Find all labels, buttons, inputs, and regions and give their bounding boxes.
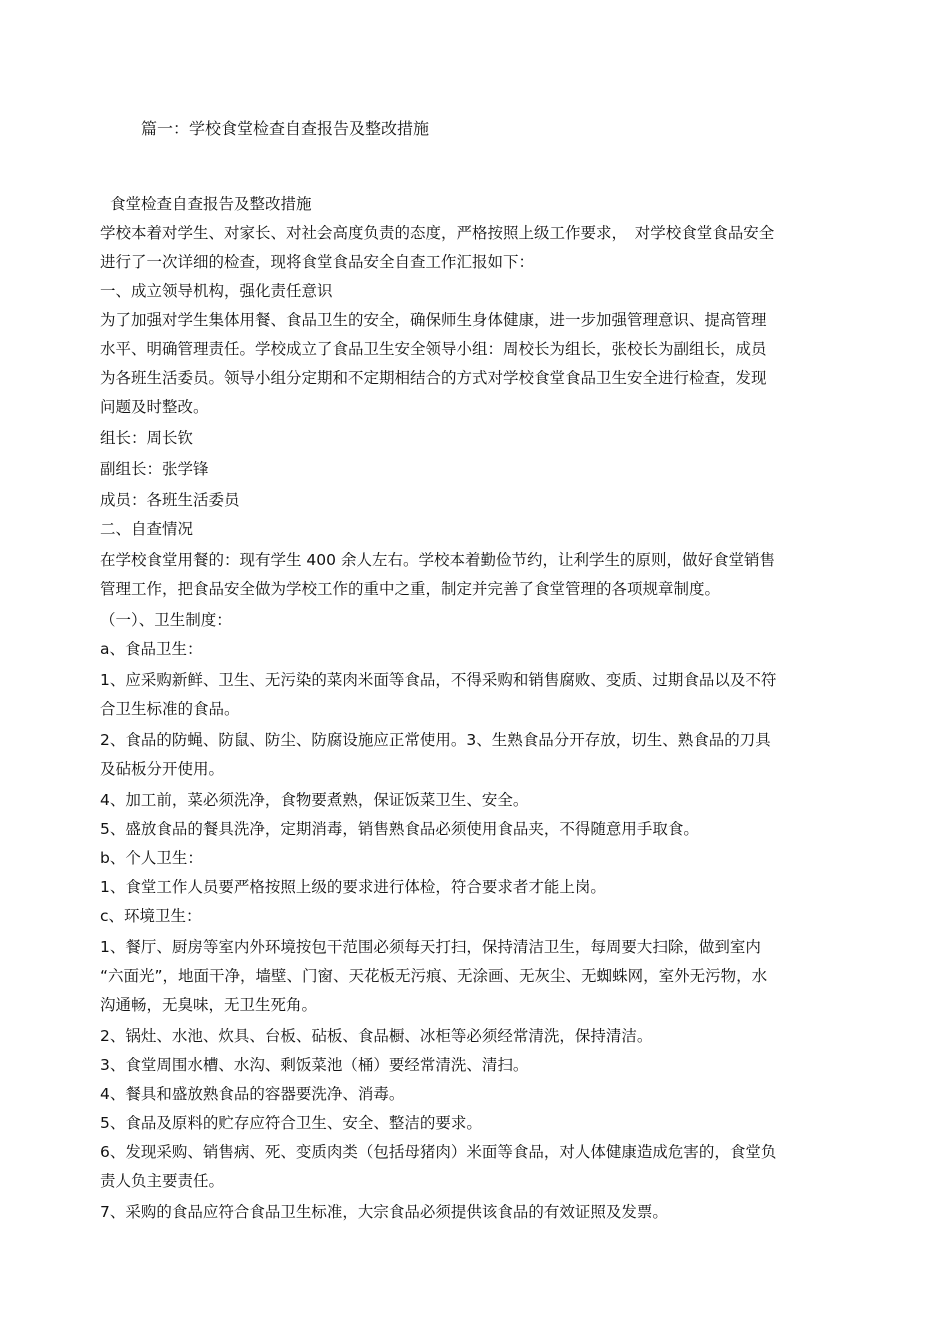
list-item: 2、食品的防蝇、防鼠、防尘、防腐设施应正常使用。3、生熟食品分开存放，切生、熟食品的刀具 bbox=[100, 731, 771, 749]
list-item: 7、采购的食品应符合食品卫生标准，大宗食品必须提供该食品的有效证照及发票。 bbox=[100, 1203, 668, 1221]
list-item: 1、餐厅、厨房等室内外环境按包干范围必须每天打扫，保持清洁卫生，每周要大扫除，做到室内 bbox=[100, 938, 761, 956]
list-item: 沟通畅，无臭味，无卫生死角。 bbox=[100, 996, 318, 1014]
paragraph-line: 进行了一次详细的检查，现将食堂食品安全自查工作汇报如下： bbox=[100, 253, 535, 271]
paragraph-line: 学校本着对学生、对家长、对社会高度负责的态度，严格按照上级工作要求， 对学校食堂食品安全 bbox=[100, 224, 775, 242]
paragraph-line: 副组长：张学锋 bbox=[100, 460, 209, 478]
paragraph-line: 为各班生活委员。领导小组分定期和不定期相结合的方式对学校食堂食品卫生安全进行检查，发现 bbox=[100, 369, 767, 387]
list-item: 6、发现采购、销售病、死、变质肉类（包括母猪肉）米面等食品，对人体健康造成危害的，食堂负 bbox=[100, 1143, 777, 1161]
document-title: 篇一：学校食堂检查自查报告及整改措施 bbox=[141, 119, 430, 138]
paragraph-line: 在学校食堂用餐的：现有学生 400 余人左右。学校本着勤俭节约，让利学生的原则，做好食堂销售 bbox=[100, 551, 775, 569]
document-body bbox=[100, 190, 836, 1227]
section-heading: （一）、卫生制度： bbox=[100, 611, 232, 629]
list-item: 4、加工前，菜必须洗净，食物要煮熟，保证饭菜卫生、安全。 bbox=[100, 791, 529, 809]
paragraph-line: 组长：周长钦 bbox=[100, 429, 194, 447]
paragraph-line: 问题及时整改。 bbox=[100, 398, 209, 416]
section-heading: c、环境卫生： bbox=[100, 907, 202, 925]
section-heading: a、食品卫生： bbox=[100, 640, 203, 658]
list-item: 1、食堂工作人员要严格按照上级的要求进行体检，符合要求者才能上岗。 bbox=[100, 878, 606, 896]
list-item: 3、食堂周围水槽、水沟、剩饭菜池（桶）要经常清洗、清扫。 bbox=[100, 1056, 529, 1074]
section-heading: 一、成立领导机构，强化责任意识 bbox=[100, 282, 333, 300]
list-item: 2、锅灶、水池、炊具、台板、砧板、食品橱、冰柜等必须经常清洗，保持清洁。 bbox=[100, 1027, 653, 1045]
paragraph-line: 水平、明确管理责任。学校成立了食品卫生安全领导小组：周校长为组长，张校长为副组长，成员 bbox=[100, 340, 767, 358]
list-item: 合卫生标准的食品。 bbox=[100, 700, 240, 718]
paragraph-line: 成员：各班生活委员 bbox=[100, 491, 240, 509]
list-item: 及砧板分开使用。 bbox=[100, 760, 225, 778]
paragraph-line: 管理工作，把食品安全做为学校工作的重中之重，制定并完善了食堂管理的各项规章制度。 bbox=[100, 580, 721, 598]
list-item: 责人负主要责任。 bbox=[100, 1172, 225, 1190]
paragraph-line: 为了加强对学生集体用餐、食品卫生的安全，确保师生身体健康，进一步加强管理意识、提高管理 bbox=[100, 311, 767, 329]
list-item: 1、应采购新鲜、卫生、无污染的菜肉米面等食品，不得采购和销售腐败、变质、过期食品以及不符 bbox=[100, 671, 777, 689]
list-item: “六面光”，地面干净，墙壁、门窗、天花板无污痕、无涂画、无灰尘、无蜘蛛网，室外无污物，水 bbox=[100, 967, 768, 985]
list-item: 4、餐具和盛放熟食品的容器要洗净、消毒。 bbox=[100, 1085, 405, 1103]
section-heading: 食堂检查自查报告及整改措施 bbox=[110, 195, 312, 213]
list-item: 5、盛放食品的餐具洗净，定期消毒，销售熟食品必须使用食品夹，不得随意用手取食。 bbox=[100, 820, 699, 838]
section-heading: 二、自查情况 bbox=[100, 520, 194, 538]
list-item: 5、食品及原料的贮存应符合卫生、安全、整洁的要求。 bbox=[100, 1114, 482, 1132]
section-heading: b、个人卫生： bbox=[100, 849, 203, 867]
